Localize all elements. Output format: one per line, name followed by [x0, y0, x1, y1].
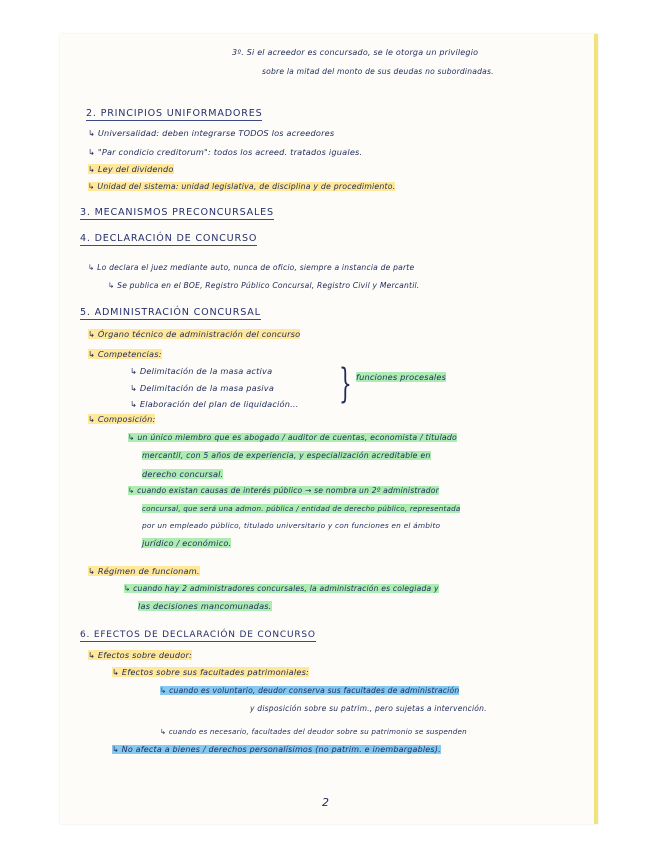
note-line: por un empleado público, titulado universitario y con funciones en el ámbito	[142, 521, 441, 530]
note-line: ↳ Efectos sobre sus facultades patrimoniales:	[112, 667, 310, 677]
page-number: 2	[322, 796, 329, 809]
note-line: ↳ un único miembro que es abogado / auditor de cuentas, economista / titulado	[128, 433, 458, 442]
note-line: ↳ "Par condicio creditorum": todos los acreed. tratados iguales.	[88, 147, 363, 157]
section-heading: 6. EFECTOS DE DECLARACIÓN DE CONCURSO	[80, 630, 316, 640]
page-edge-highlight	[594, 34, 598, 824]
note-line: las decisiones mancomunadas.	[138, 601, 272, 611]
section-heading: 2. PRINCIPIOS UNIFORMADORES	[86, 108, 263, 119]
note-line: y disposición sobre su patrim., pero sujetas a intervención.	[250, 704, 487, 713]
note-line: 3º. Si el acreedor es concursado, se le otorga un privilegio	[232, 48, 479, 57]
note-line: ↳ Delimitación de la masa activa	[130, 366, 273, 376]
note-line: derecho concursal.	[142, 469, 224, 479]
section-heading: 5. ADMINISTRACIÓN CONCURSAL	[80, 307, 261, 318]
note-line: ↳ cuando hay 2 administradores concursales, la administración es colegiada y	[124, 584, 439, 593]
note-line: ↳ Régimen de funcionam.	[88, 566, 200, 576]
note-line: ↳ Efectos sobre deudor:	[88, 650, 192, 660]
note-line: ↳ Ley del dividendo	[88, 164, 174, 174]
note-line: ↳ cuando existan causas de interés público → se nombra un 2º administrador	[128, 486, 439, 495]
note-line: ↳ Unidad del sistema: unidad legislativa, de disciplina y de procedimiento.	[88, 182, 396, 191]
note-line: ↳ Competencias:	[88, 349, 162, 359]
note-line: concursal, que será una admon. pública / entidad de derecho público, representada	[142, 504, 461, 513]
note-line: mercantil, con 5 años de experiencia, y especialización acreditable en	[142, 451, 431, 460]
section-heading: 4. DECLARACIÓN DE CONCURSO	[80, 233, 258, 244]
note-line: funciones procesales	[356, 372, 447, 382]
curly-brace: }	[339, 361, 352, 407]
section-heading: 3. MECANISMOS PRECONCURSALES	[80, 207, 274, 218]
note-line: ↳ Composición:	[88, 414, 156, 424]
note-line: jurídico / económico.	[142, 538, 232, 548]
note-line: ↳ cuando es voluntario, deudor conserva sus facultades de administración	[160, 686, 460, 695]
note-line: sobre la mitad del monto de sus deudas no subordinadas.	[262, 67, 494, 76]
note-line: ↳ Delimitación de la masa pasiva	[130, 383, 275, 393]
note-line: ↳ Lo declara el juez mediante auto, nunca de oficio, siempre a instancia de parte	[88, 263, 415, 272]
note-line: ↳ cuando es necesario, facultades del deudor sobre su patrimonio se suspenden	[160, 727, 467, 736]
note-line: ↳ Órgano técnico de administración del concurso	[88, 329, 301, 339]
note-line: ↳ Elaboración del plan de liquidación...	[130, 399, 299, 409]
note-line: ↳ Universalidad: deben integrarse TODOS los acreedores	[88, 128, 335, 138]
note-line: ↳ Se publica en el BOE, Registro Público Concursal, Registro Civil y Mercantil.	[108, 281, 420, 290]
note-line: ↳ No afecta a bienes / derechos personalísimos (no patrim. e inembargables).	[112, 745, 441, 754]
